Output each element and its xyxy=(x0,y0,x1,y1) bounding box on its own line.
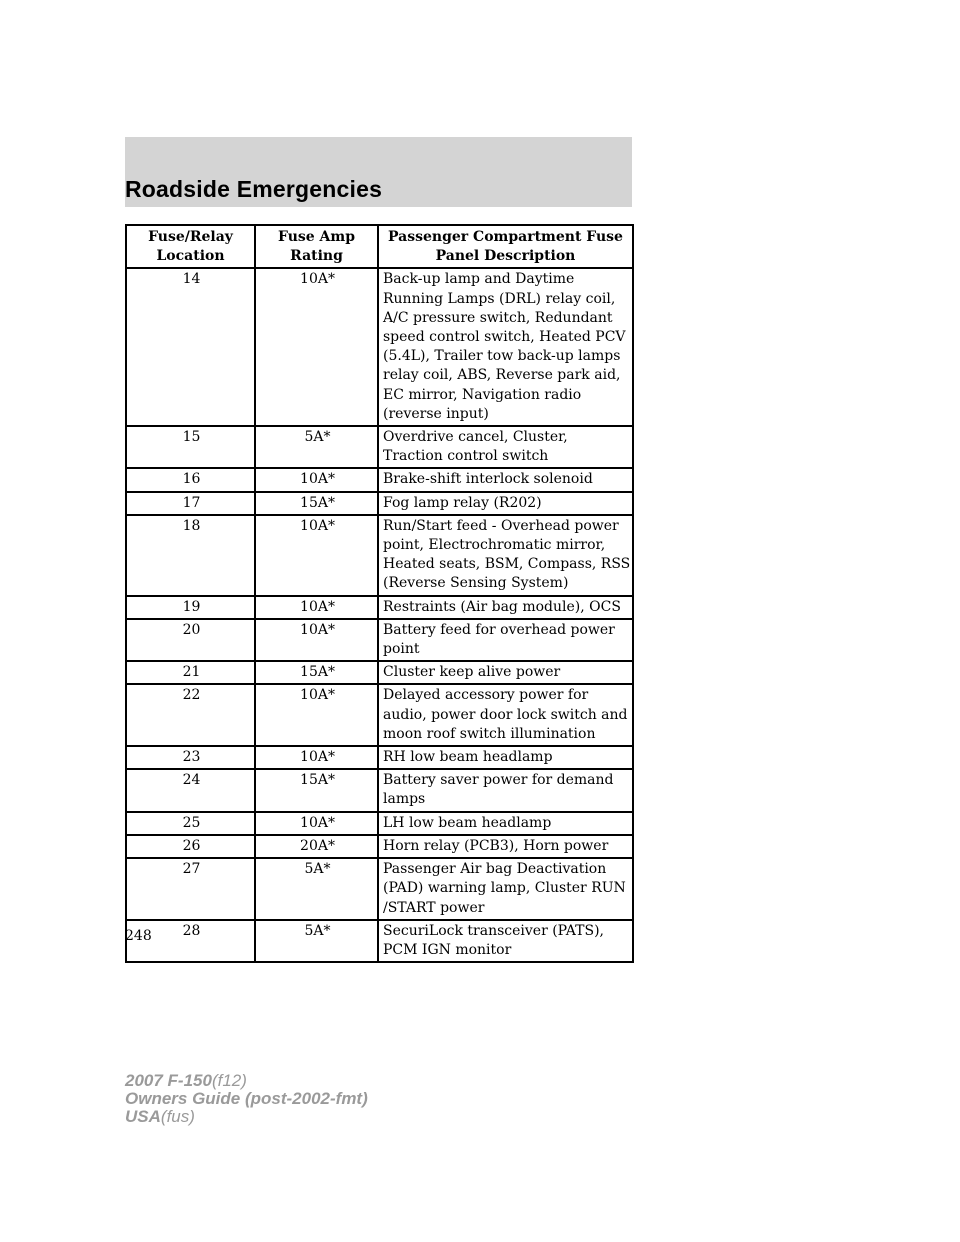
fuse-location-cell: 20 xyxy=(126,619,255,661)
table-row xyxy=(126,596,633,619)
table-row xyxy=(126,769,633,811)
fuse-location-cell: 27 xyxy=(126,858,255,920)
fuse-rating-cell: 10A* xyxy=(255,684,378,746)
fuse-rating-cell: 10A* xyxy=(255,619,378,661)
description-line: Overdrive cancel, Cluster, xyxy=(383,429,568,446)
fuse-table xyxy=(125,224,634,963)
description-line: Fog lamp relay (R202) xyxy=(383,494,542,511)
description-line: /START power xyxy=(383,899,485,916)
fuse-description-cell xyxy=(378,746,633,769)
fuse-description-cell xyxy=(378,920,633,962)
description-line: Battery saver power for demand xyxy=(383,772,614,789)
table-row xyxy=(126,812,633,835)
fuse-location-cell: 23 xyxy=(126,746,255,769)
footer-market-code: (fus) xyxy=(160,1107,195,1126)
description-line: Back-up lamp and Daytime xyxy=(383,271,575,288)
description-line: point xyxy=(383,641,420,658)
fuse-location-cell: 16 xyxy=(126,468,255,491)
footer-market: USA xyxy=(125,1107,161,1126)
description-line: Delayed accessory power for xyxy=(383,687,589,704)
description-line: Horn relay (PCB3), Horn power xyxy=(383,837,609,854)
fuse-location-cell: 22 xyxy=(126,684,255,746)
description-line: Passenger Air bag Deactivation xyxy=(383,861,607,878)
description-line: moon roof switch illumination xyxy=(383,725,596,742)
description-line: EC mirror, Navigation radio xyxy=(383,386,582,403)
table-row xyxy=(126,684,633,746)
column-header-description xyxy=(378,225,633,268)
fuse-description-cell xyxy=(378,858,633,920)
footer-line-1 xyxy=(125,1072,368,1090)
section-title: Roadside Emergencies xyxy=(125,176,383,202)
footer-model: 2007 F-150 xyxy=(125,1071,212,1090)
description-line: (PAD) warning lamp, Cluster RUN xyxy=(383,880,626,897)
page-number: 248 xyxy=(125,928,152,944)
table-header-row xyxy=(126,225,633,268)
description-line: audio, power door lock switch and xyxy=(383,706,628,723)
fuse-description-cell xyxy=(378,426,633,468)
fuse-location-cell: 25 xyxy=(126,812,255,835)
footer-line-3 xyxy=(125,1108,368,1126)
table-row xyxy=(126,268,633,426)
description-line: PCM IGN monitor xyxy=(383,941,512,958)
fuse-location-cell: 14 xyxy=(126,268,255,426)
description-line: point, Electrochromatic mirror, xyxy=(383,537,606,554)
fuse-rating-cell: 15A* xyxy=(255,492,378,515)
fuse-description-cell xyxy=(378,684,633,746)
table-row xyxy=(126,835,633,858)
fuse-rating-cell: 10A* xyxy=(255,515,378,596)
table-row xyxy=(126,858,633,920)
table-row xyxy=(126,515,633,596)
fuse-description-cell xyxy=(378,515,633,596)
description-line: (Reverse Sensing System) xyxy=(383,575,569,592)
description-line: Traction control switch xyxy=(383,448,549,465)
description-line: Running Lamps (DRL) relay coil, xyxy=(383,290,616,307)
description-line: speed control switch, Heated PCV xyxy=(383,329,626,346)
fuse-rating-cell: 10A* xyxy=(255,268,378,426)
table-row xyxy=(126,468,633,491)
fuse-rating-cell: 15A* xyxy=(255,661,378,684)
description-line: A/C pressure switch, Redundant xyxy=(383,309,613,326)
table-row xyxy=(126,746,633,769)
fuse-rating-cell: 5A* xyxy=(255,920,378,962)
fuse-location-cell: 21 xyxy=(126,661,255,684)
description-line: RH low beam headlamp xyxy=(383,749,553,766)
fuse-description-cell xyxy=(378,468,633,491)
description-line: Restraints (Air bag module), OCS xyxy=(383,598,621,615)
fuse-rating-cell: 15A* xyxy=(255,769,378,811)
fuse-description-cell xyxy=(378,596,633,619)
fuse-location-cell: 28 xyxy=(126,920,255,962)
fuse-description-cell xyxy=(378,492,633,515)
description-line: Brake-shift interlock solenoid xyxy=(383,471,593,488)
description-line: (5.4L), Trailer tow back-up lamps xyxy=(383,348,621,365)
fuse-rating-cell: 10A* xyxy=(255,468,378,491)
fuse-description-cell xyxy=(378,661,633,684)
description-line: Run/Start feed - Overhead power xyxy=(383,517,619,534)
column-header-rating xyxy=(255,225,378,268)
description-line: SecuriLock transceiver (PATS), xyxy=(383,922,604,939)
description-line: Heated seats, BSM, Compass, RSS xyxy=(383,556,631,573)
footer-line-2: Owners Guide (post-2002-fmt) xyxy=(125,1089,368,1108)
fuse-location-cell: 24 xyxy=(126,769,255,811)
header-line: Fuse/Relay xyxy=(148,229,233,245)
fuse-location-cell: 15 xyxy=(126,426,255,468)
fuse-rating-cell: 10A* xyxy=(255,812,378,835)
header-line: Location xyxy=(156,248,225,265)
fuse-description-cell xyxy=(378,268,633,426)
table-row xyxy=(126,920,633,962)
fuse-description-cell xyxy=(378,812,633,835)
fuse-description-cell xyxy=(378,835,633,858)
fuse-rating-cell: 10A* xyxy=(255,596,378,619)
table-row xyxy=(126,492,633,515)
description-line: lamps xyxy=(383,791,426,808)
document-footer xyxy=(125,1072,368,1126)
header-line: Fuse Amp xyxy=(278,229,355,245)
table-row xyxy=(126,426,633,468)
fuse-description-cell xyxy=(378,619,633,661)
fuse-description-cell xyxy=(378,769,633,811)
header-line: Panel Description xyxy=(435,248,576,265)
fuse-rating-cell: 5A* xyxy=(255,426,378,468)
header-line: Passenger Compartment Fuse xyxy=(388,229,623,245)
description-line: (reverse input) xyxy=(383,405,489,422)
fuse-rating-cell: 10A* xyxy=(255,746,378,769)
fuse-rating-cell: 5A* xyxy=(255,858,378,920)
fuse-location-cell: 18 xyxy=(126,515,255,596)
description-line: relay coil, ABS, Reverse park aid, xyxy=(383,367,621,384)
description-line: Battery feed for overhead power xyxy=(383,621,615,638)
fuse-location-cell: 26 xyxy=(126,835,255,858)
table-row xyxy=(126,661,633,684)
table-body xyxy=(126,268,633,962)
table-row xyxy=(126,619,633,661)
header-line: Rating xyxy=(290,248,343,265)
description-line: LH low beam headlamp xyxy=(383,814,552,831)
column-header-location xyxy=(126,225,255,268)
footer-model-code: (f12) xyxy=(211,1071,247,1090)
fuse-rating-cell: 20A* xyxy=(255,835,378,858)
fuse-location-cell: 17 xyxy=(126,492,255,515)
description-line: Cluster keep alive power xyxy=(383,664,561,681)
fuse-location-cell: 19 xyxy=(126,596,255,619)
